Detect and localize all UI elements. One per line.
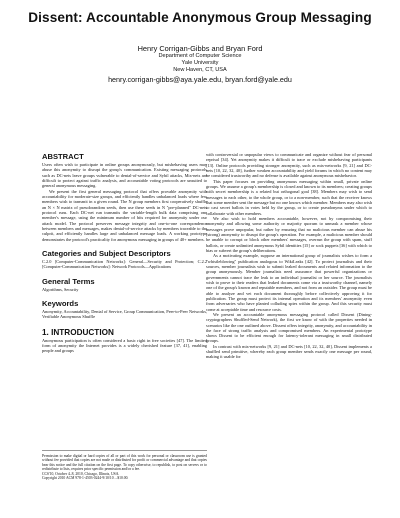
general-terms-text: Algorithms, Security [42,286,79,292]
left-column [42,152,207,354]
introduction-paragraph-1: Anonymous participation is often considered a basic right in free societies [47]. The limited form of anonymity the Internet provides is a widely cherished feature [37, 41], enabling people and groups [42,337,207,354]
author-emails: henry.corrigan-gibbs@aya.yale.edu, bryan.ford@yale.edu [108,74,292,84]
keywords-text: Anonymity, Accountability, Denial of Service, Group Communication, Peer-to-Peer Networks, Verifiable Anonymous Shuffle [42,308,207,320]
location: New Haven, CT, USA [173,67,227,74]
general-terms-heading: General Terms [42,276,95,286]
author-names: Henry Corrigan-Gibbs and Bryan Ford [137,44,263,53]
categories-text: C.2.0 [Computer-Communication Networks]: General—Security and Protection; C.2.2 [Computer-Communication Networks]: Network Protocols—Applications [42,258,207,270]
copyright-line: Copyright 2010 ACM 978-1-4503-0244-9/10/10 ...$10.00. [42,476,129,481]
author-block [0,44,400,84]
right-column [206,152,372,360]
body-paragraph-6: In contrast with mix-networks [9, 21] and DC-nets [10, 22, 32, 40], Dissent implements a shuffled send primitive, whereby each group member sends exactly one message per round, making it usable for [206,343,372,360]
body-paragraph-5: We present an accountable anonymous messaging protocol called Dissent (Dining-cryptographers Shuffled-Send Network), the first we know of with the properties needed in scenarios like the one outlined above. Dissent offers integrity, anonymity, and accountability in the face of strong traffic analysis and compromised members. An experimental prototype shows Dissent to be efficient enough for latency-tolerant messaging in small distributed groups. [206,311,372,344]
body-paragraph-4: As a motivating example, suppose an international group of journalists wishes to form a "whistleblowing" publication analogous to WikiLeaks [42]. To protect journalists and their sources, member journalists wish to submit leaked documents and related information to the group anonymously. Member journalists need assurance that powerful organizations or governments cannot trace the leak to an individual journalist or her source. The journalists wish to prove to their readers that leaked documents come via a trustworthy channel, namely one of the group's known and reputable members, and not from an outsider. The group must be able to analyze and vet each document thoroughly before collectively approving it for publication. The group must protect its internal operation and its members' anonymity even from adversaries who have planted colluding spies within the group. And this security must come at acceptable time and resource costs. [206,253,372,312]
paper-title: Dissent: Accountable Anonymous Group Messaging [28,10,372,25]
body-paragraph-1: with controversial or unpopular views to communicate and organize without fear of personal reprisal [34]. Yet anonymity makes it difficult to trace or exclude misbehaving participants [13]. Online protocols providing stronger anonymity, such as mix-networks [9, 21] and DC-nets [10, 22, 32, 40], further weaken accountability and yield forums in which no content may be considered trustworthy and no defense is available against anonymous misbehavior. [206,152,372,179]
abstract-heading: ABSTRACT [42,152,84,161]
conference-line: CCS'10, October 4–8, 2010, Chicago, Illinois, USA. [42,471,120,476]
abstract-paragraph-1: Users often wish to participate in online groups anonymously, but misbehaving users may abuse this anonymity to disrupt the group's communication. Existing messaging protocols such as DC-nets leave groups vulnerable to denial-of-service and Sybil attacks, Mix-nets are difficult to protect against traffic analysis, and accountable voting protocols are unsuited to general anonymous messaging. [42,162,207,189]
keywords-heading: Keywords [42,298,79,308]
categories-heading: Categories and Subject Descriptors [42,248,171,258]
introduction-heading: 1. INTRODUCTION [42,327,114,337]
department: Department of Computer Science [158,53,242,59]
body-paragraph-3: We also wish to hold members accountable, however, not by compromising their anonymity and allowing some authority or majority quorum to unmask a member whose messages prove unpopular, but rather by ensuring that no malicious member can abuse his (strong) anonymity to disrupt the group's operation. For example, a malicious member should be unable to corrupt or block other members' messages, overrun the group with spam, stuff ballots, or create unlimited anonymous Sybil identities [15] or sock puppets [36] with which to bias or subvert the group's deliberations. [206,215,372,253]
body-paragraph-2: This paper focuses on providing anonymous messaging within small, private online groups. We assume a group's membership is closed and known to its members; creating groups with secret membership is a related but orthogonal goal [38]. Members may wish to send messages to each other, to the whole group, or to a non-member, such that the receiver knows that some member sent the message but no one knows which member. Members may also wish to cast secret ballots in votes held by the group, or to create pseudonyms under which to collaborate with other members. [206,178,372,216]
copyright-footnote [42,450,207,481]
footnote-rule [42,450,207,451]
university: Yale University [181,60,219,67]
permission-notice: Permission to make digital or hard copies of all or part of this work for personal or classroom use is granted without fee provided that copies are not made or distributed for profit or commercial advantage and that copies bear this notice and the full citation on the first page. To copy otherwise, to republish, to post on servers or to redistribute to lists, requires prior specific permission and/or a fee. [42,454,207,472]
abstract-paragraph-2: We present the first general messaging protocol that offers provable anonymity with accountability for moderate-size groups, and efficiently handles unbalanced loads where few members wish to transmit in a given round. The N group members first cooperatively shuffle an N × N matrix of pseudorandom seeds, then use these seeds in N "pre-planned" DC-nets protocol runs. Each DC-net run transmits the variable-length bulk data comprising one member's message, using the minimum number of bits required for anonymity under our attack model. The protocol preserves message integrity and one-to-one correspondence between members and messages, makes denial-of-service attacks by members traceable to the culprit, and efficiently handles large and unbalanced message loads. A working prototype demonstrates the protocol's practicality for anonymous messaging in groups of 40+ members. [42,188,207,242]
